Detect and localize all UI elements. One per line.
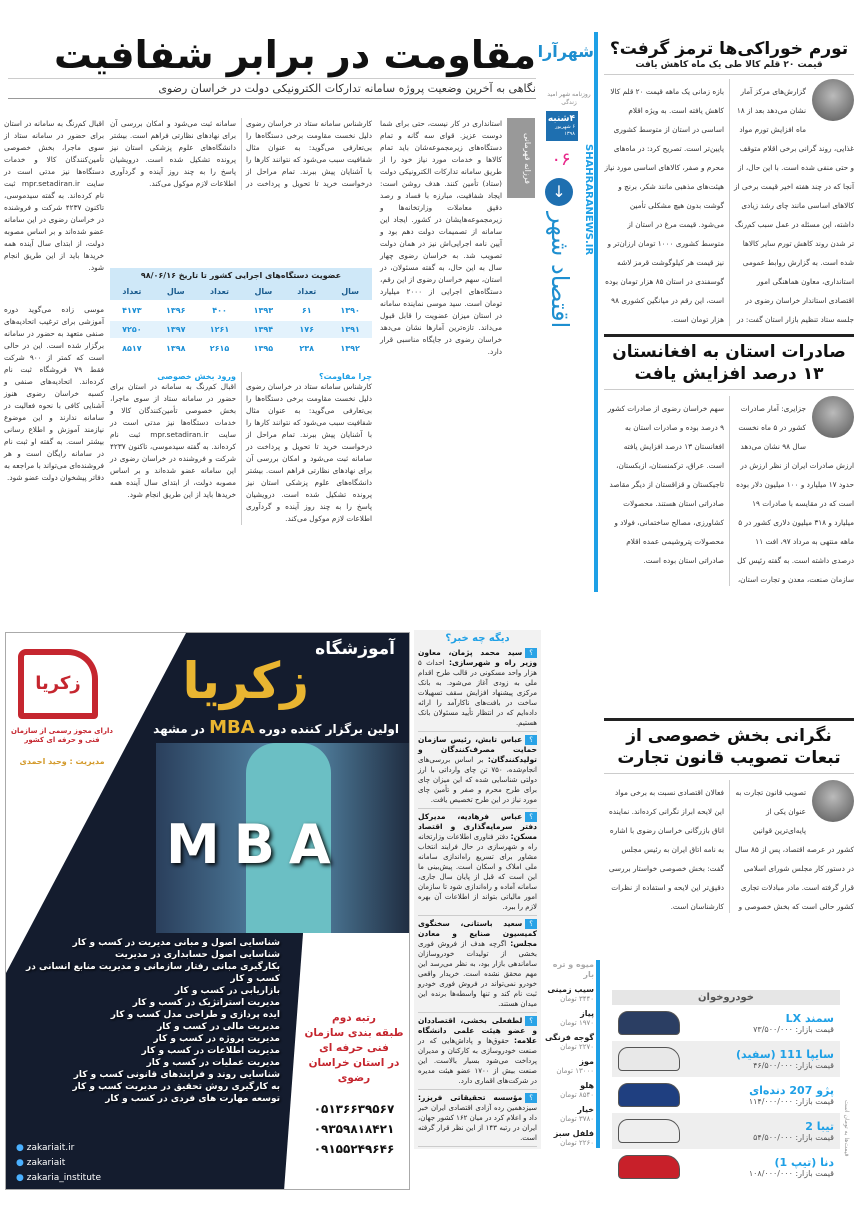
veg-name: پیاز	[580, 1009, 594, 1018]
author-photo	[812, 396, 854, 438]
car-name: پژو 207 دنده‌ای	[749, 1084, 834, 1097]
ad-big-mba: MBA	[166, 813, 345, 876]
car-price	[749, 1097, 834, 1106]
price-value: ۱۱۴/۰۰۰/۰۰۰	[748, 1097, 793, 1106]
car-item	[612, 1149, 840, 1185]
phone-number[interactable]: ۰۹۱۵۵۲۴۹۶۴۶	[313, 1142, 395, 1156]
question-icon: ؟	[525, 812, 537, 822]
td: ۱۲۶۱	[198, 320, 242, 339]
rank-line: رتبه دوم	[332, 1012, 376, 1024]
car-price	[736, 1061, 834, 1070]
ad-license: دارای مجوز رسمی از سازمان فنی و حرفه ای کشور	[11, 727, 113, 744]
news-source: لطفعلی بخشی، اقتصاددان و عضو هیئت علمی دانشگاه علامه:	[418, 1016, 537, 1045]
car-name: سایپا 111 (سفید)	[736, 1048, 834, 1061]
main-body-col4: اقبال کم‌رنگ به سامانه در استان برای حضور در سامانه ستاد از سوی ماجرا، بخش خصوصی تأمین‌کنندگان کالا و خدمات دستگاه‌ها نیز مدتی است در سایت mpr.setadiran.ir ثبت نام کرده‌اند. به گفته سیدموسی، تاکنون ۴۲۳۷ شرکت و فروشنده در خراسان رضوی در این سامانه عضو شده‌اند و بر اساس مصوبه دولت، از ابتدای سال آینده همه خریدها باید از این طریق انجام شود.	[110, 382, 236, 499]
logo-text: زکریا	[35, 673, 81, 694]
news-list	[418, 645, 537, 1147]
section-private: ورود بخش خصوصی	[157, 372, 236, 381]
ad-link[interactable]	[16, 1141, 146, 1156]
veg-name: سیب زمینی	[547, 985, 594, 994]
veg-item	[544, 1009, 594, 1028]
ad-courses	[12, 937, 280, 1105]
news-item	[418, 732, 537, 809]
car-item	[612, 1041, 840, 1077]
veg-title: میوه و تره بار	[552, 960, 594, 979]
veg-name: هلو	[580, 1081, 594, 1090]
article-food-inflation	[604, 34, 854, 326]
link-text[interactable]: zakariait.ir	[26, 1143, 75, 1153]
phone-number[interactable]: ۰۵۱۳۶۶۳۹۵۶۷	[313, 1102, 395, 1116]
news-source: مؤسسه تحقیقاتی فریزر:	[418, 1093, 523, 1102]
article-body: تصویب قانون تجارت به عنوان یکی از پایه‌ای‌ترین قوانین کشور در عرصه اقتصاد، پس از ۸۵ سال در دستور کار مجلس شورای اسلامی قرار گرفته است. مادر مبادلات تجاری کشور حالی است که بخش خصوصی و فعالان اقتصادی نسبت به برخی مواد این لایحه ابراز نگرانی کرده‌اند. نماینده اتاق بازرگانی خراسان رضوی با اشاره به نامه اتاق ایران به رئیس مجلس گفت: بخش خصوصی خواستار بررسی دقیق‌تر این لایحه و استفاده از نظرات کارشناسان است.	[608, 788, 854, 911]
veg-name: فلفل سبز	[553, 1129, 594, 1138]
ad-link[interactable]	[16, 1171, 146, 1186]
ad-brand: زکریا	[182, 652, 309, 710]
td: ۱۳۹۰	[328, 301, 372, 320]
news-text: سیزدهمین رده آزادی اقتصادی ایران خبر داد و اعلام کرد در میان ۱۶۲ کشور جهان، ایران در رتبه ۱۴۳ از این نظر قرار گرفته است.	[418, 1104, 537, 1142]
table-row	[110, 320, 372, 339]
td: ۷۲۵۰	[110, 320, 154, 339]
rank-line: طبقه بندی سازمان	[304, 1027, 404, 1039]
rank-line: در استان خراسان رضوی	[308, 1057, 400, 1084]
car-image	[618, 1047, 680, 1071]
main-headline: مقاومت در برابر شفافیت	[53, 33, 536, 77]
arrow-down-icon: ↓	[545, 178, 573, 206]
date: ۶ شهریور ۱۳۹۸	[555, 124, 575, 137]
td: ۱۳۹۵	[241, 339, 285, 357]
article-body: گزارش‌های مرکز آمار نشان می‌دهد بعد از ۱۸ ماه افزایش تورم مواد غذایی، روند گرانی برخی اقلام متوقف و حتی منفی شده است. با این حال، از آنجا که در چند هفته اخیر قیمت برخی از کالاهای اساسی مانند چای رشد زیادی داشته، این مسئله در عمل سبب کم‌رنگ تر شدن روند کاهش تورم سایر کالاها شده است. به گزارش روابط عمومی استانداری، معاون هماهنگی امور اقتصادی استاندار خراسان رضوی در جلسه ستاد تنظیم بازار استان گفت: در بازه زمانی یک ماهه قیمت ۲۰ قلم کالا کاهش یافته است. به ویژه اقلام اساسی در استان از متوسط کشوری پایین‌تر است. تصریح کرد: در ماه‌های محرم و صفر، کالاهای اساسی مورد نیاز هیئت‌های مذهبی مانند شکر، برنج و گوشت بدون هیچ مشکلی تأمین می‌شود. قیمت مرغ در استان از متوسط کشوری ۱۰۰۰ تومان ارزان‌تر و نیز قیمت هر کیلوگوشت قرمز لاشه گوسفندی در استان ۸۵ هزار تومان بوده است، این رقم در میانگین کشوری ۹۸ هزار تومان است.	[604, 87, 854, 324]
car-image	[618, 1011, 680, 1035]
link-text[interactable]: zakaria_institute	[26, 1173, 101, 1183]
news-box	[414, 630, 541, 1149]
car-list	[612, 1005, 840, 1185]
news-text: احداث ۵ هزار واحد مسکونی در قالب طرح اقدام ملی به زودی آغاز می‌شود. به بانک مرکزی پیشنهاد افزایش سقف تسهیلات ساخت در بافت‌های ناکارآمد را ارائه داده‌ایم که در انتظار تأیید مسئولان بانک هستیم.	[418, 659, 537, 727]
main-body-col3: کارشناس سامانه ستاد در خراسان رضوی دلیل نخست مقاومت برخی دستگاه‌ها را بی‌تعارفی می‌گوید: به عنوان مثال شفافیت سبب می‌شود که نتوانند کارها را با آشنایان پیش ببرند. تمام مراحل از درخواست خرید تا تحویل و پرداخت در سامانه ثبت می‌شود و امکان بررسی آن برای نهادهای نظارتی فراهم است. بیشتر دانشگاه‌های علوم پزشکی استان نیز پرونده تشکیل شده است. درویشیان پاسخ را به چند روز آینده و گردآوری اطلاعات لازم موکول می‌کند.	[246, 382, 372, 523]
veg-list	[544, 985, 594, 1148]
td: ۶۱	[285, 301, 328, 320]
course-item: مدیریت پروژه در کسب و کار	[153, 1034, 280, 1044]
news-source: سید محمد پژمان، معاون وزیر راه و شهرسازی:	[418, 648, 537, 667]
car-item	[612, 1005, 840, 1041]
table-row	[110, 301, 372, 320]
main-body-col2: کارشناس سامانه ستاد در خراسان رضوی دلیل نخست مقاومت برخی دستگاه‌ها را بی‌تعارفی می‌گوید: به عنوان مثال شفافیت سبب می‌شود که نتوانند کارها را با آشنایان پیش ببرند. تمام مراحل از درخواست خرید تا تحویل و پرداخت در سامانه ثبت می‌شود و امکان بررسی آن برای نهادهای نظارتی فراهم است. بیشتر دانشگاه‌های علوم پزشکی استان نیز پرونده تشکیل شده است. درویشیان پاسخ را به چند روز آینده و گردآوری اطلاعات لازم موکول می‌کند.	[110, 119, 372, 188]
article-trade-law	[604, 718, 854, 913]
veg-price: ۱۹۷۰ تومان	[560, 1019, 594, 1027]
news-source: سعید باستانی، سخنگوی کمیسیون صنایع و معادن مجلس:	[418, 919, 537, 948]
course-item: مدیریت اطلاعات در کسب و کار	[141, 1046, 280, 1056]
main-body-col5: موسی زاده می‌گوید دوره آموزشی برای ترغیب اتحادیه‌های صنفی متعهد به حضور در سامانه برگزار شده است. این در حالی است که کمتر از ۹۰۰ شرکت فقط ۷۹ فروشگاه ثبت نام کرده‌اند. اتحادیه‌های صنفی و کسبه خراسان رضوی هنوز آشنایی کافی با نحوه فعالیت در سامانه ندارند و این موضوع نیازمند آموزش و اطلاع رسانی بیشتر است. به گفته او ثبت نام در سامانه رایگان است و هر فروشنده‌ای می‌تواند با مراجعه به دفاتر پیشخوان دولت عضو شود.	[4, 305, 104, 482]
veg-item	[544, 1081, 594, 1100]
main-body-col6: اقبال کم‌رنگ به سامانه در استان برای حضور در سامانه ستاد از سوی ماجرا، بخش خصوصی تأمین‌کنندگان کالا و خدمات دستگاه‌ها نیز مدتی است در سایت mpr.setadiran.ir ثبت نام کرده‌اند. به گفته سیدموسی، تاکنون ۴۲۳۷ شرکت و فروشنده در خراسان رضوی در این سامانه عضو شده‌اند و بر اساس مصوبه دولت، از ابتدای سال آینده همه خریدها باید از این طریق انجام شود.	[4, 119, 105, 272]
price-label: قیمت بازار:	[795, 1133, 834, 1142]
td: ۴۰۰	[198, 301, 242, 320]
link-text[interactable]: zakariait	[26, 1158, 66, 1168]
td: ۸۵۱۷	[110, 339, 154, 357]
course-item: به کارگیری روش تحقیق در مدیریت کسب و کار	[72, 1082, 280, 1092]
car-item	[612, 1113, 840, 1149]
news-text: حقوق‌ها و پاداش‌هایی که در صنعت خودروسازی به کارکنان و مدیران پرداخت می‌شود بسیار بالاست. این صنعت بیش از ۱۷۰۰ عضو هیئت مدیره در شرکت‌های اقماری دارد.	[418, 1037, 538, 1085]
car-source-note: قیمت‌ها به تومان است	[843, 1100, 850, 1157]
logo: شهرآرا	[537, 42, 594, 61]
car-name: تیبا 2	[805, 1120, 834, 1133]
car-price	[749, 1169, 834, 1178]
tagline-mba: MBA	[209, 717, 255, 738]
ad-links	[16, 1141, 146, 1186]
news-item	[418, 645, 537, 732]
td: ۱۳۹۶	[154, 301, 198, 320]
car-price	[753, 1133, 834, 1142]
question-icon: ؟	[525, 648, 537, 658]
tagline: روزنامه شهر امید زندگی	[547, 91, 591, 106]
table-row	[110, 339, 372, 357]
section-why: چرا مقاومت؟	[318, 372, 372, 381]
course-item: شناسایی اصول و مبانی مدیریت در کسب و کار	[72, 938, 280, 948]
td: ۱۳۹۸	[154, 339, 198, 357]
course-item: ایده پردازی و طراحی مدل کسب و کار	[110, 1010, 280, 1020]
veg-name: موز	[579, 1057, 594, 1066]
td: ۱۳۹۴	[241, 320, 285, 339]
article-body-wrap	[604, 79, 854, 326]
day: ۴شنبه	[547, 114, 575, 124]
veg-item	[544, 1129, 594, 1148]
news-source: عباس تابش، رئیس سازمان حمایت مصرف‌کنندگان و تولیدکنندگان:	[418, 735, 537, 764]
question-icon: ؟	[525, 735, 537, 745]
news-item	[418, 1013, 537, 1090]
question-icon: ؟	[525, 919, 537, 929]
article-body: جزایری: آمار صادرات کشور در ۵ ماه نخست سال ۹۸ نشان می‌دهد ارزش صادرات ایران از نظر ارزش در حدود ۱۷ میلیارد و ۱۰۰ میلیون دلار بوده است که در مقایسه با صادرات ۱۹ میلیارد و ۳۱۸ میلیون دلاری کشور در ۵ ماهه منتهی به مرداد ۹۷، افت ۱۱ درصدی داشته است. به گفته رئیس کل سازمان صنعت، معدن و تجارت استان، سهم خراسان رضوی از صادرات کشور ۹ درصد بوده و صادرات استان به افغانستان ۱۳ درصد افزایش یافته است. عراق، ترکمنستان، ازبکستان، تاجیکستان و قزاقستان از دیگر مقاصد صادراتی استان هستند. محصولات کشاورزی، مصالح ساختمانی، فولاد و محصولات پتروشیمی عمده اقلام صادراتی استان بوده است.	[607, 404, 854, 584]
course-item: بکارگیری مبانی رفتار سازمانی و مدیریت منابع انسانی در کسب و کار	[26, 962, 280, 984]
masthead	[537, 32, 598, 592]
td: ۲۶۱۵	[198, 339, 242, 357]
news-box-title: دیگه چه خبر؟	[445, 633, 510, 644]
article-title: تورم خوراکی‌ها ترمز گرفت؟	[609, 39, 849, 59]
td: ۱۷۶	[285, 320, 328, 339]
th: تعداد	[198, 283, 242, 301]
course-item: شناسایی روند و فرایندهای قانونی کسب و کار	[73, 1070, 280, 1080]
news-item	[418, 1090, 537, 1147]
td: ۱۳۹۱	[328, 320, 372, 339]
instagram-icon: ●	[16, 1173, 24, 1183]
course-item: مدیریت مالی در کسب و کار	[157, 1022, 280, 1032]
price-label: قیمت بازار:	[795, 1169, 834, 1178]
article-body-wrap	[604, 396, 854, 586]
car-image	[618, 1083, 680, 1107]
rank-line: فنی حرفه ای	[319, 1042, 389, 1054]
stats-table	[110, 268, 372, 357]
course-item: شناسایی اصول حسابداری در مدیریت	[115, 950, 280, 960]
car-price	[753, 1025, 834, 1034]
th: تعداد	[110, 283, 154, 301]
news-item	[418, 809, 537, 916]
course-item: مدیریت عملیات در کسب و کار	[146, 1058, 280, 1068]
main-article-header	[8, 32, 536, 99]
veg-item	[544, 1057, 594, 1076]
question-icon: ؟	[525, 1016, 537, 1026]
page-number: ۰۶	[551, 149, 571, 170]
car-image	[618, 1155, 680, 1179]
veg-item	[544, 1033, 594, 1052]
veg-name: گوجه فرنگی	[544, 1033, 594, 1042]
car-name: سمند LX	[785, 1012, 834, 1025]
ad-tagline	[153, 717, 399, 738]
news-source: عباس فرهادیه، مدیرکل دفتر سرمایه‌گذاری و اقتصاد مسکن:	[418, 812, 537, 841]
course-item: بازاریابی در کسب و کار	[174, 986, 280, 996]
veg-price: ۳۷۸۰ تومان	[560, 1115, 594, 1123]
car-image	[618, 1119, 680, 1143]
td: ۴۱۷۳	[110, 301, 154, 320]
course-item: مدیریت استراتژیک در کسب و کار	[132, 998, 280, 1008]
td: ۱۳۹۲	[328, 339, 372, 357]
car-item	[612, 1077, 840, 1113]
veg-price: ۳۴۴۰ تومان	[560, 995, 594, 1003]
main-body-col1: استانداری در کار نیست، حتی برای شما دوست عزیز. قوای سه گانه و تمام دستگاه‌های زیرمجموعه‌شان باید تمام کالاها و خدمات مورد نیاز خود را از طریق سامانه تدارکات الکترونیکی دولت (ستاد) تأمین کنند. هدف روشن است: ایجاد شفافیت، مبارزه با فساد و رصد دقیق معاملات وزارتخانه‌ها و زیرمجموعه‌هایشان در کشور. ایجاد این سامانه از تصمیمات دولت دهم بود و آیین نامه اجرایی‌اش نیز در همان دولت تصویب شد. به خراسان رضوی چهار سال به این حال، به گفته مسئولان، در استان، سهم خراسان رضوی از این رقم، دستگاه‌های اجرایی از ۲۰۰۰ میلیارد تومان است. سید موسی نماینده سامانه در استان میزان عضویت را قابل قبول می‌داند. تازه‌ترین آمارها نشان می‌دهد خراسان رضوی در جایگاه مناسبی قرار دارد.	[380, 119, 502, 356]
price-value: ۵۴/۵۰۰/۰۰۰	[753, 1133, 793, 1142]
table-title: عضویت دستگاه‌های اجرایی کشور تا تاریخ ۹۸/۰۶/۱۶	[110, 268, 372, 283]
telegram-icon: ●	[16, 1158, 24, 1168]
web-icon: ●	[16, 1143, 24, 1153]
td: ۲۳۸	[285, 339, 328, 357]
article-title: صادرات استان به افغانستان ۱۳ درصد افزایش یافت	[604, 334, 854, 390]
veg-item	[544, 1105, 594, 1124]
author-photo	[812, 79, 854, 121]
price-label: قیمت بازار:	[795, 1061, 834, 1070]
price-value: ۴۶/۵۰۰/۰۰۰	[753, 1061, 793, 1070]
phone-number[interactable]: ۰۹۳۵۹۸۱۸۴۲۱	[313, 1122, 395, 1136]
question-icon: ؟	[525, 1093, 537, 1103]
th: سال	[241, 283, 285, 301]
veg-price: ۲۲۷۰ تومان	[560, 1043, 594, 1051]
td: ۱۳۹۳	[241, 301, 285, 320]
price-value: ۱۰۸/۰۰۰/۰۰۰	[748, 1169, 793, 1178]
tagline-pre: اولین برگزار کننده دوره	[258, 722, 399, 736]
news-item	[418, 916, 537, 1013]
th: سال	[154, 283, 198, 301]
section-title: اقتصاد شهر	[546, 212, 574, 329]
ad-logo	[18, 649, 98, 719]
course-item: توسعه مهارت های فردی در کسب و کار	[105, 1094, 280, 1104]
ad-brand-prefix: آموزشگاه	[315, 639, 395, 659]
price-value: ۷۳/۵۰۰/۰۰۰	[753, 1025, 793, 1034]
td: ۱۳۹۷	[154, 320, 198, 339]
th: تعداد	[285, 283, 328, 301]
author-photo	[812, 780, 854, 822]
veg-name: خیار	[577, 1105, 594, 1114]
author-kicker: فرزانه قهرمانی	[507, 118, 535, 198]
ad-link[interactable]	[16, 1156, 146, 1171]
article-subtitle: قیمت ۲۰ قلم کالا طی یک ماه کاهش یافت	[604, 60, 854, 75]
main-body-lower	[110, 372, 372, 525]
veg-item	[544, 985, 594, 1004]
th: سال	[328, 283, 372, 301]
ad-manager: مدیریت : وحید احمدی	[19, 757, 105, 766]
car-name: دنا (تیپ 1)	[774, 1156, 834, 1169]
site-url[interactable]: SHAHRARANEWS.IR	[583, 144, 594, 256]
news-text: دفتر فناوری اطلاعات وزارتخانه راه و شهرسازی در حال فرایند انتخاب مشاور برای تسریع راه‌اندازی سامانه ملی املاک و اسکان است. پیش‌بینی ما این است که قبل از پایان سال جاری، سامانه آماده و راه‌اندازی شود تا سازمان امور مالیاتی بتواند از اطلاعات آن بهره لازم را ببرد.	[418, 833, 537, 911]
veg-price: ۸۵۴۰ تومان	[560, 1091, 594, 1099]
advertisement[interactable]	[5, 632, 410, 1190]
tagline-post: در مشهد	[153, 722, 205, 736]
veg-price: ۱۳۰۰۰ تومان	[556, 1067, 594, 1075]
article-title: نگرانی بخش خصوصی از تبعات تصویب قانون تجارت	[604, 718, 854, 774]
veg-price: ۲۲۶۰ تومان	[560, 1139, 594, 1147]
ad-phones	[298, 1099, 410, 1159]
car-prices	[612, 990, 840, 1185]
article-exports	[604, 334, 854, 586]
car-prices-title: خودروخوان	[612, 990, 840, 1005]
price-label: قیمت بازار:	[795, 1025, 834, 1034]
date-box	[546, 111, 578, 141]
price-label: قیمت بازار:	[795, 1097, 834, 1106]
ad-rank	[298, 1011, 410, 1086]
news-text: بر اساس بررسی‌های انجام‌شده، ۷۵۰ تن چای وارداتی با ارز دولتی شناسایی شده که این میزان چای برای طرح محرم و صفر و تأمین چای مورد نیاز در این طرح تخصیص یافت.	[418, 756, 537, 804]
article-body-wrap	[604, 780, 854, 913]
news-text: اگرچه هدف از فروش فوری بخشی از تولیدات خودروسازان ساماندهی بازار بود، به نظر می‌رسد این مهم محقق نشده است. خریدار واقعی خودرو نمی‌تواند در فروش فوری خودرو ثبت نام کند و تنها واسطه‌ها برنده این میدان هستند.	[418, 940, 537, 1008]
veg-prices	[544, 960, 600, 1148]
main-subtitle: نگاهی به آخرین وضعیت پروژه سامانه تدارکات الکترونیکی دولت در خراسان رضوی	[8, 78, 536, 99]
